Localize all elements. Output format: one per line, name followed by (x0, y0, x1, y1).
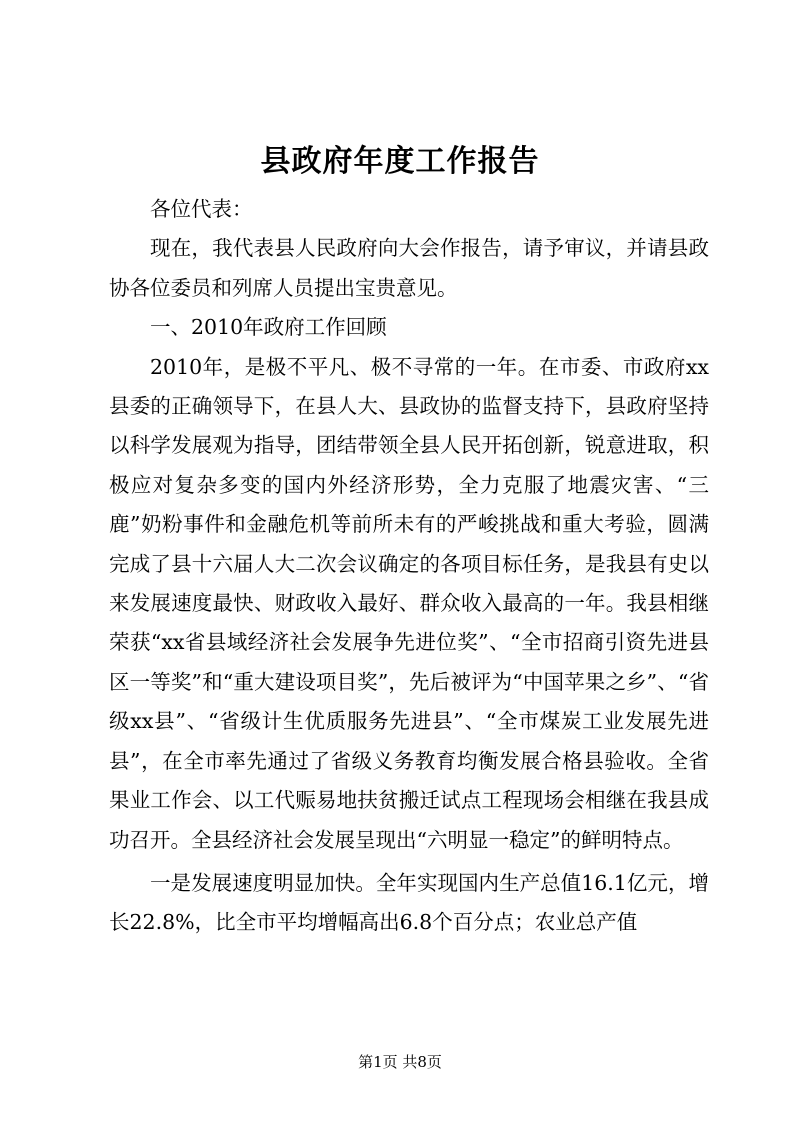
section-heading: 一、2010年政府工作回顾 (150, 315, 387, 340)
document-body (109, 190, 709, 943)
page-footer: 第1页 共8页 (358, 1053, 442, 1071)
salutation: 各位代表： (150, 197, 253, 221)
document-title: 县政府年度工作报告 (260, 144, 540, 179)
paragraph-growth: 一是发展速度明显加快。全年实现国内生产总值16.1亿元，增长22.8%，比全市平均增幅高出6.8个百分点；农业总产值 (109, 870, 709, 935)
paragraph-intro: 现在，我代表县人民政府向大会作报告，请予审议，并请县政协各位委员和列席人员提出宝贵意见。 (109, 236, 709, 300)
paragraph-review: 2010年，是极不平凡、极不寻常的一年。在市委、市政府xx县委的正确领导下，在县人大、县政协的监督支持下，县政府坚持以科学发展观为指导，团结带领全县人民开拓创新，锐意进取，积极应对复杂多变的国内外经济形势，全力克服了地震灾害、“三鹿”奶粉事件和金融危机等前所未有的严峻挑战和重大考验，圆满完成了县十六届人大二次会议确定的各项目标任务，是我县有史以来发展速度最快、财政收入最好、群众收入最高的一年。我县相继荣获“xx省县域经济社会发展争先进位奖”、“全市招商引资先进县区一等奖”和“重大建设项目奖”，先后被评为“中国苹果之乡”、“省级xx县”、“省级计生优质服务先进县”、“全市煤炭工业发展先进县”，在全市率先通过了省级义务教育均衡发展合格县验收。全省果业工作会、以工代赈易地扶贫搬迁试点工程现场会相继在我县成功召开。全县经济社会发展呈现出“六明显一稳定”的鲜明特点。 (109, 354, 709, 852)
